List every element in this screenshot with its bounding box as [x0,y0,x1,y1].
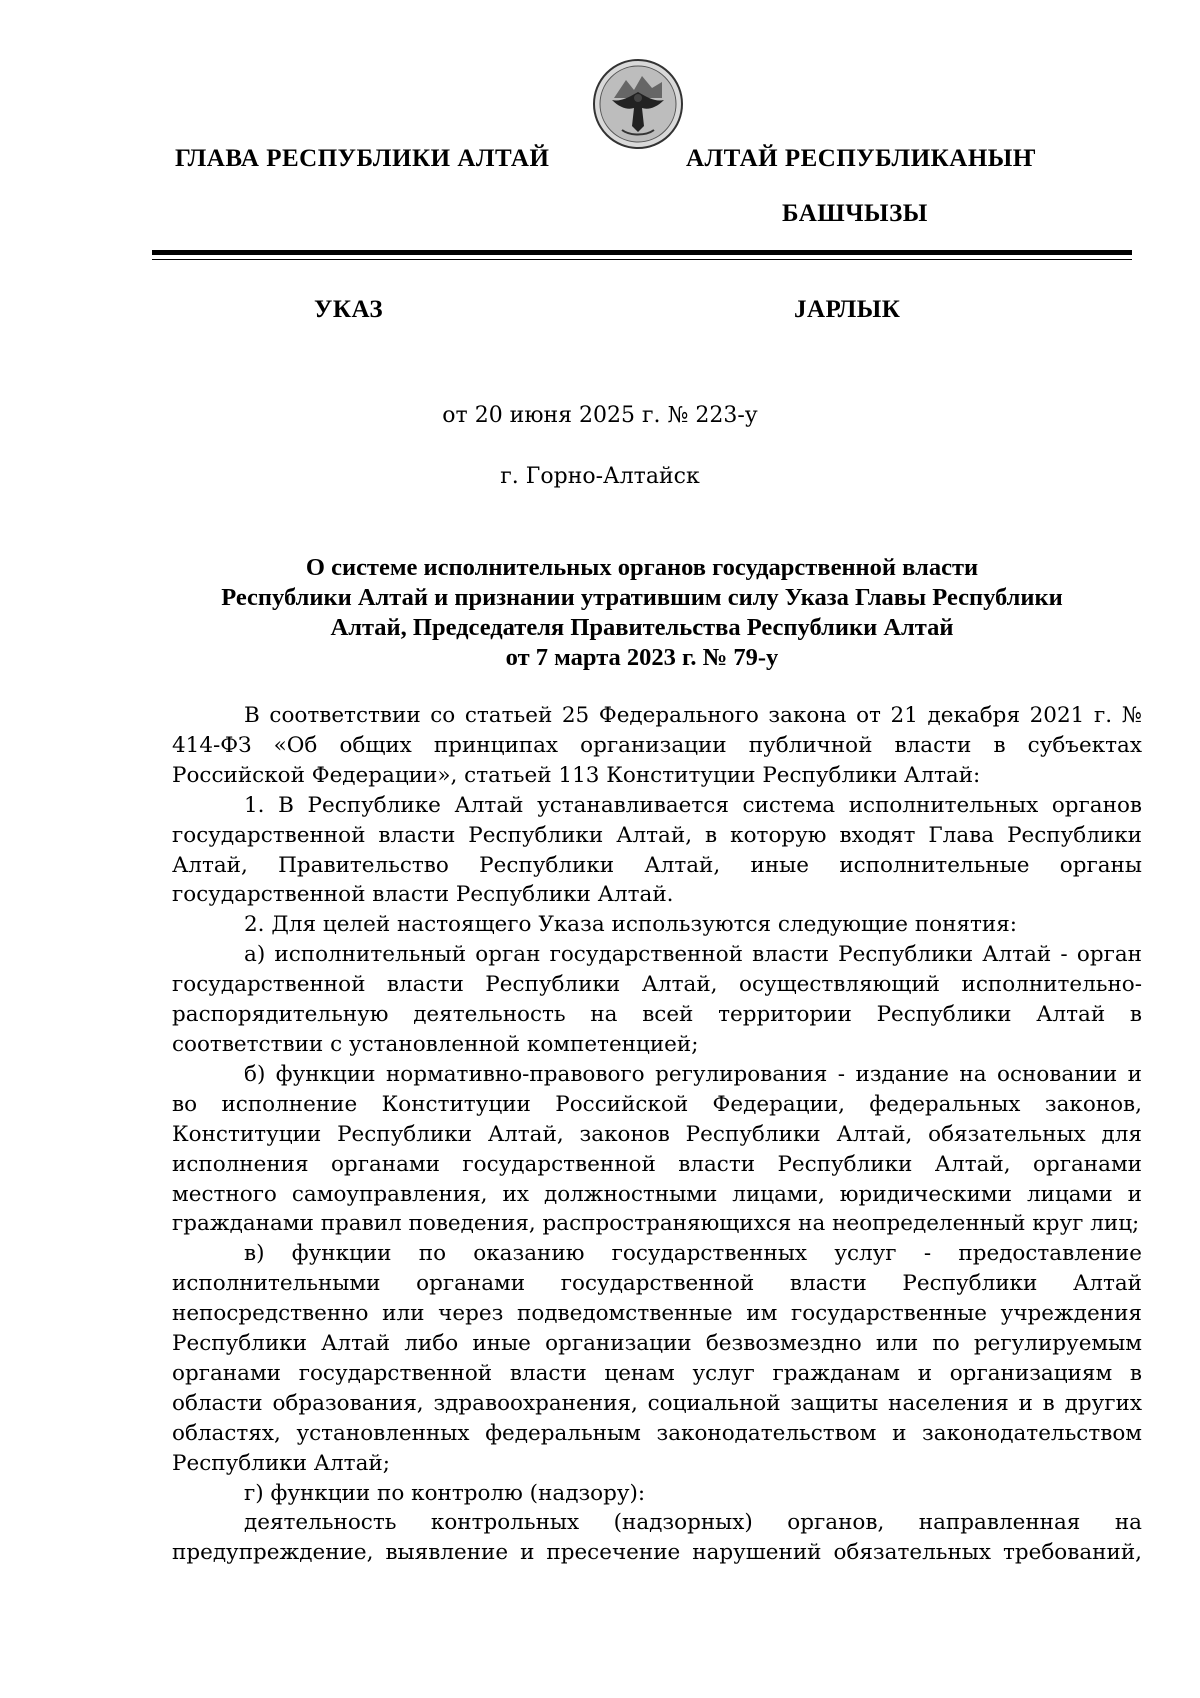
header-right-title-line1: АЛТАЙ РЕСПУБЛИКАНЫҤ [686,145,1037,172]
paragraph-item-1: 1. В Республике Алтай устанавливается система исполнительных органов государственной власти Республики Алтай, в которую входят Глава Республики Алтай, Правительство Республики Алтай, иные исполнительные органы государственной власти Республики Алтай. [172,792,1142,908]
header-right-title-line2: БАШЧЫЗЫ [782,200,928,227]
decree-title-line: О системе исполнительных органов государственной власти [305,554,979,581]
paragraph-preamble: В соответствии со статьей 25 Федерального закона от 21 декабря 2021 г. № 414-ФЗ «Об общих принципах организации публичной власти в субъектах Российской Федерации», статьей 113 Конституции Республики Алтай: [172,703,1142,788]
header-divider-thin [152,259,1132,260]
paragraph-item-2b: б) функции нормативно-правового регулирования - издание на основании и во исполнение Конституции Российской Федерации, федеральных законов, Конституции Республики Алтай, законов Республики Алтай, обязательных для исполнения органами государственной власти Республики Алтай, органами местного самоуправления, их должностными лицами, юридическими лицами и гражданами правил поведения, распространяющихся на неопределенный круг лиц; [172,1061,1142,1237]
header-divider-thick [152,250,1132,255]
coat-of-arms-icon [592,58,684,150]
paragraph-item-2a: а) исполнительный орган государственной власти Республики Алтай - орган государственной власти Республики Алтай, осуществляющий исполнительно-распорядительную деятельность на всей территории Республики Алтай в соответствии с установленной компетенцией; [172,942,1142,1057]
doc-type-ru: УКАЗ [314,296,384,323]
decree-title [172,553,1112,673]
decree-date-number: от 20 июня 2025 г. № 223-у [442,403,758,428]
doc-type-alt: ЈАРЛЫК [794,296,901,323]
paragraph-control-definition: деятельность контрольных (надзорных) органов, направленная на предупреждение, выявление и пресечение нарушений обязательных требований, [172,1510,1142,1566]
paragraph-item-2v: в) функции по оказанию государственных услуг - предоставление исполнительными органами государственной власти Республики Алтай непосредственно или через подведомственные им государственные учреждения Республики Алтай либо иные организации безвозмездно или по регулируемым органами государственной власти ценам услуг гражданам и организациям в области образования, здравоохранения, социальной защиты населения и в других областях, установленных федеральным законодательством и законодательством Республики Алтай; [172,1241,1142,1476]
paragraph-item-2: 2. Для целей настоящего Указа используются следующие понятия: [244,912,1018,938]
decree-title-line: от 7 марта 2023 г. № 79-у [505,644,779,671]
decree-body [172,701,1142,1568]
decree-title-line: Республики Алтай и признании утратившим силу Указа Главы Республики [221,584,1063,611]
paragraph-item-2g: г) функции по контролю (надзору): [244,1480,646,1506]
decree-place: г. Горно-Алтайск [500,464,700,489]
header-left-title: ГЛАВА РЕСПУБЛИКИ АЛТАЙ [175,145,550,172]
decree-title-line: Алтай, Председателя Правительства Республики Алтай [330,614,954,641]
